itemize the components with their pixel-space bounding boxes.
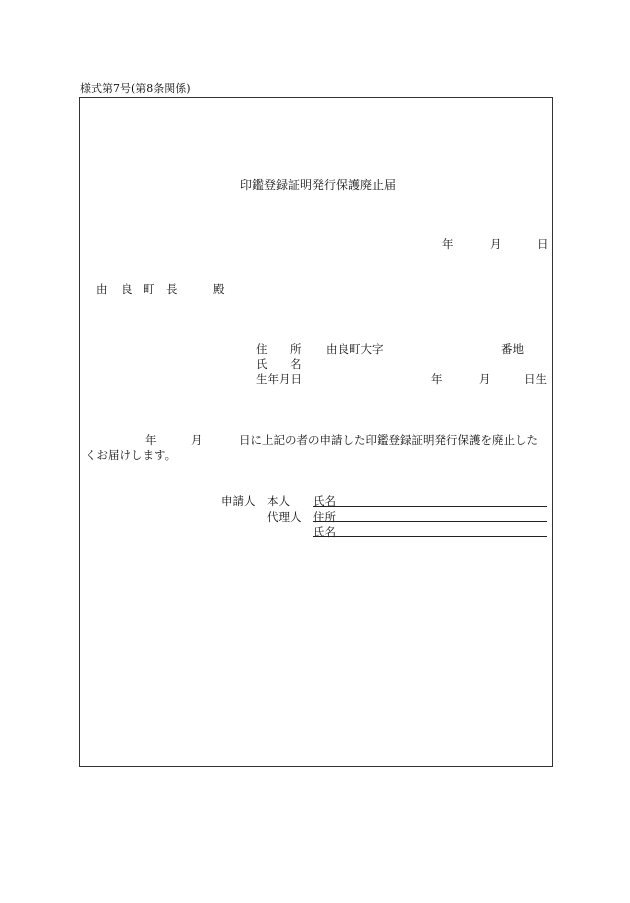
date-month-label: 月 <box>490 237 502 251</box>
address-label-2: 所 <box>290 342 302 356</box>
name-label-1: 氏 <box>256 357 268 371</box>
addressee-char-3: 町 <box>143 282 155 296</box>
address-label-1: 住 <box>256 342 268 356</box>
applicant-label: 申請人 <box>221 494 256 508</box>
birth-day-label: 日生 <box>524 372 547 386</box>
self-name-label: 氏名 <box>313 494 336 508</box>
banchi-label: 番地 <box>501 342 524 356</box>
self-name-underline <box>313 506 547 507</box>
date-day-label: 日 <box>537 237 549 251</box>
addressee-honorific: 殿 <box>213 282 225 296</box>
addressee-char-4: 長 <box>166 282 178 296</box>
agent-name-label: 氏名 <box>313 525 336 539</box>
date-year-label: 年 <box>442 237 454 251</box>
birth-year-label: 年 <box>431 372 443 386</box>
self-label: 本人 <box>267 494 290 508</box>
body-month-label: 月 <box>191 433 203 447</box>
addressee-char-1: 由 <box>96 282 108 296</box>
birth-month-label: 月 <box>479 372 491 386</box>
agent-address-label: 住所 <box>313 510 336 524</box>
address-value: 由良町大字 <box>326 342 384 356</box>
body-year-label: 年 <box>145 433 157 447</box>
form-number: 様式第7号(第8条関係) <box>80 82 191 95</box>
birth-date-label: 生年月日 <box>256 372 302 386</box>
body-text-line-1: 日に上記の者の申請した印鑑登録証明発行保護を廃止した <box>239 433 538 447</box>
addressee-char-2: 良 <box>121 282 133 296</box>
agent-label: 代理人 <box>267 510 302 524</box>
body-text-line-2: くお届けします。 <box>85 448 177 462</box>
agent-address-underline <box>313 521 547 522</box>
form-title: 印鑑登録証明発行保護廃止届 <box>240 178 397 192</box>
name-label-2: 名 <box>290 357 302 371</box>
agent-name-underline <box>313 536 547 537</box>
